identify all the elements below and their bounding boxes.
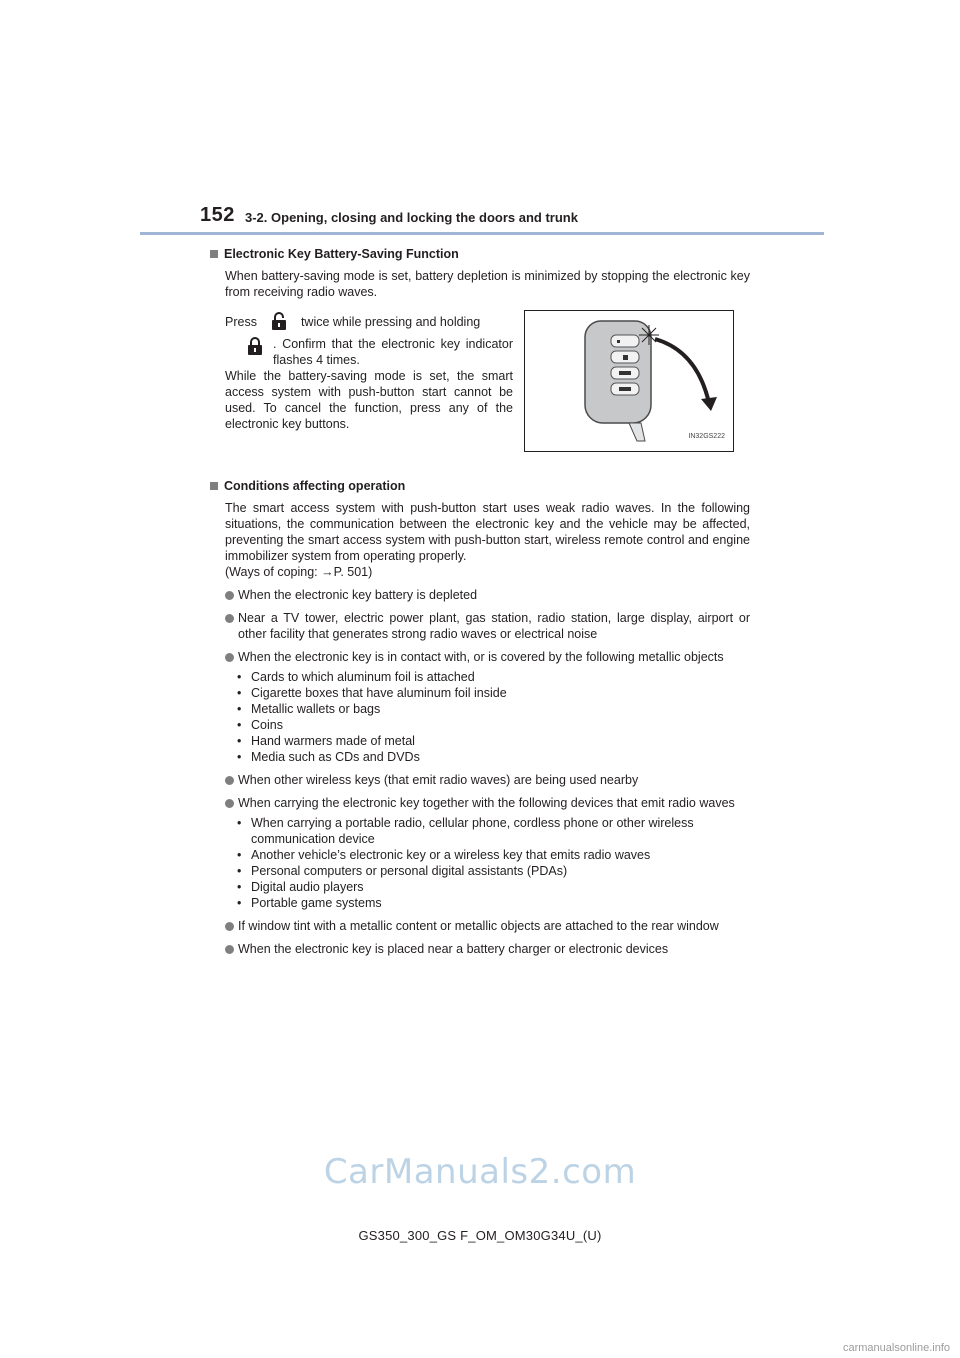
header-rule [140,232,824,235]
round-bullet-icon [225,922,234,931]
round-bullet-icon [225,945,234,954]
condition-item: When carrying the electronic key together with the following devices that emit radio waves [208,795,750,811]
list-item: • When carrying a portable radio, cellular phone, cordless phone or other wireless communication device [237,815,750,847]
page-header [200,204,824,234]
battery-saving-heading: Electronic Key Battery-Saving Function [208,246,750,262]
list-item: • Digital audio players [237,879,750,895]
list-item: • Another vehicle’s electronic key or a wireless key that emits radio waves [237,847,750,863]
metallic-objects-list [208,669,750,765]
figure-code: IN32GS222 [688,433,725,440]
battery-saving-instructions [208,310,750,456]
condition-item: When other wireless keys (that emit radio waves) are being used nearby [208,772,750,788]
round-bullet-icon [225,653,234,662]
condition-item: Near a TV tower, electric power plant, gas station, radio station, large display, airport or other facility that generates strong radio waves or electrical noise [208,610,750,642]
list-item: • Coins [237,717,750,733]
electronic-key-figure [524,310,734,452]
conditions-heading: Conditions affecting operation [208,478,750,494]
battery-saving-note: While the battery-saving mode is set, the smart access system with push-button start cannot be used. To cancel the function, press any of the electronic key buttons. [225,369,513,431]
battery-saving-intro: When battery-saving mode is set, battery depletion is minimized by stopping the electronic key from receiving radio waves. [225,269,750,299]
round-bullet-icon [225,614,234,623]
list-item: • Cigarette boxes that have aluminum foil inside [237,685,750,701]
condition-item: When the electronic key battery is depleted [208,587,750,603]
page-content [208,246,750,957]
section-title: 3-2. Opening, closing and locking the doors and trunk [245,210,578,225]
square-bullet-icon [210,250,218,258]
list-item: • Metallic wallets or bags [237,701,750,717]
round-bullet-icon [225,799,234,808]
list-item: • Portable game systems [237,895,750,911]
site-watermark: carmanualsonline.info [842,1342,950,1354]
condition-item: When the electronic key is placed near a battery charger or electronic devices [208,941,750,957]
coping-reference: (Ways of coping: →P. 501) [225,565,373,579]
lock-icon [271,312,287,330]
round-bullet-icon [225,776,234,785]
condition-item: If window tint with a metallic content or metallic objects are attached to the rear window [208,918,750,934]
list-item: • Personal computers or personal digital assistants (PDAs) [237,863,750,879]
lock-icon [247,337,263,355]
round-bullet-icon [225,591,234,600]
condition-item: When the electronic key is in contact with, or is covered by the following metallic objects [208,649,750,665]
list-item: • Cards to which aluminum foil is attached [237,669,750,685]
watermark: CarManuals2.com [323,1152,637,1192]
square-bullet-icon [210,482,218,490]
footer-doc-id: GS350_300_GS F_OM_OM30G34U_(U) [358,1228,602,1243]
list-item: • Hand warmers made of metal [237,733,750,749]
radio-devices-list [208,815,750,911]
conditions-intro: The smart access system with push-button start uses weak radio waves. In the following situations, the communication between the electronic key and the vehicle may be affected, preventing the smart access system with push-button start, wireless remote control and engine immobilizer system from operating properly. [225,501,750,563]
list-item: • Media such as CDs and DVDs [237,749,750,765]
page-number: 152 [200,204,235,226]
instruction-text: Press twice while pressing and holding . Confirm that the electronic key indicator flashes 4 times. While the battery-saving mode is set, the smart access system with push-button start cannot be used. To cancel the function, press any of the electronic key buttons. [225,312,513,432]
